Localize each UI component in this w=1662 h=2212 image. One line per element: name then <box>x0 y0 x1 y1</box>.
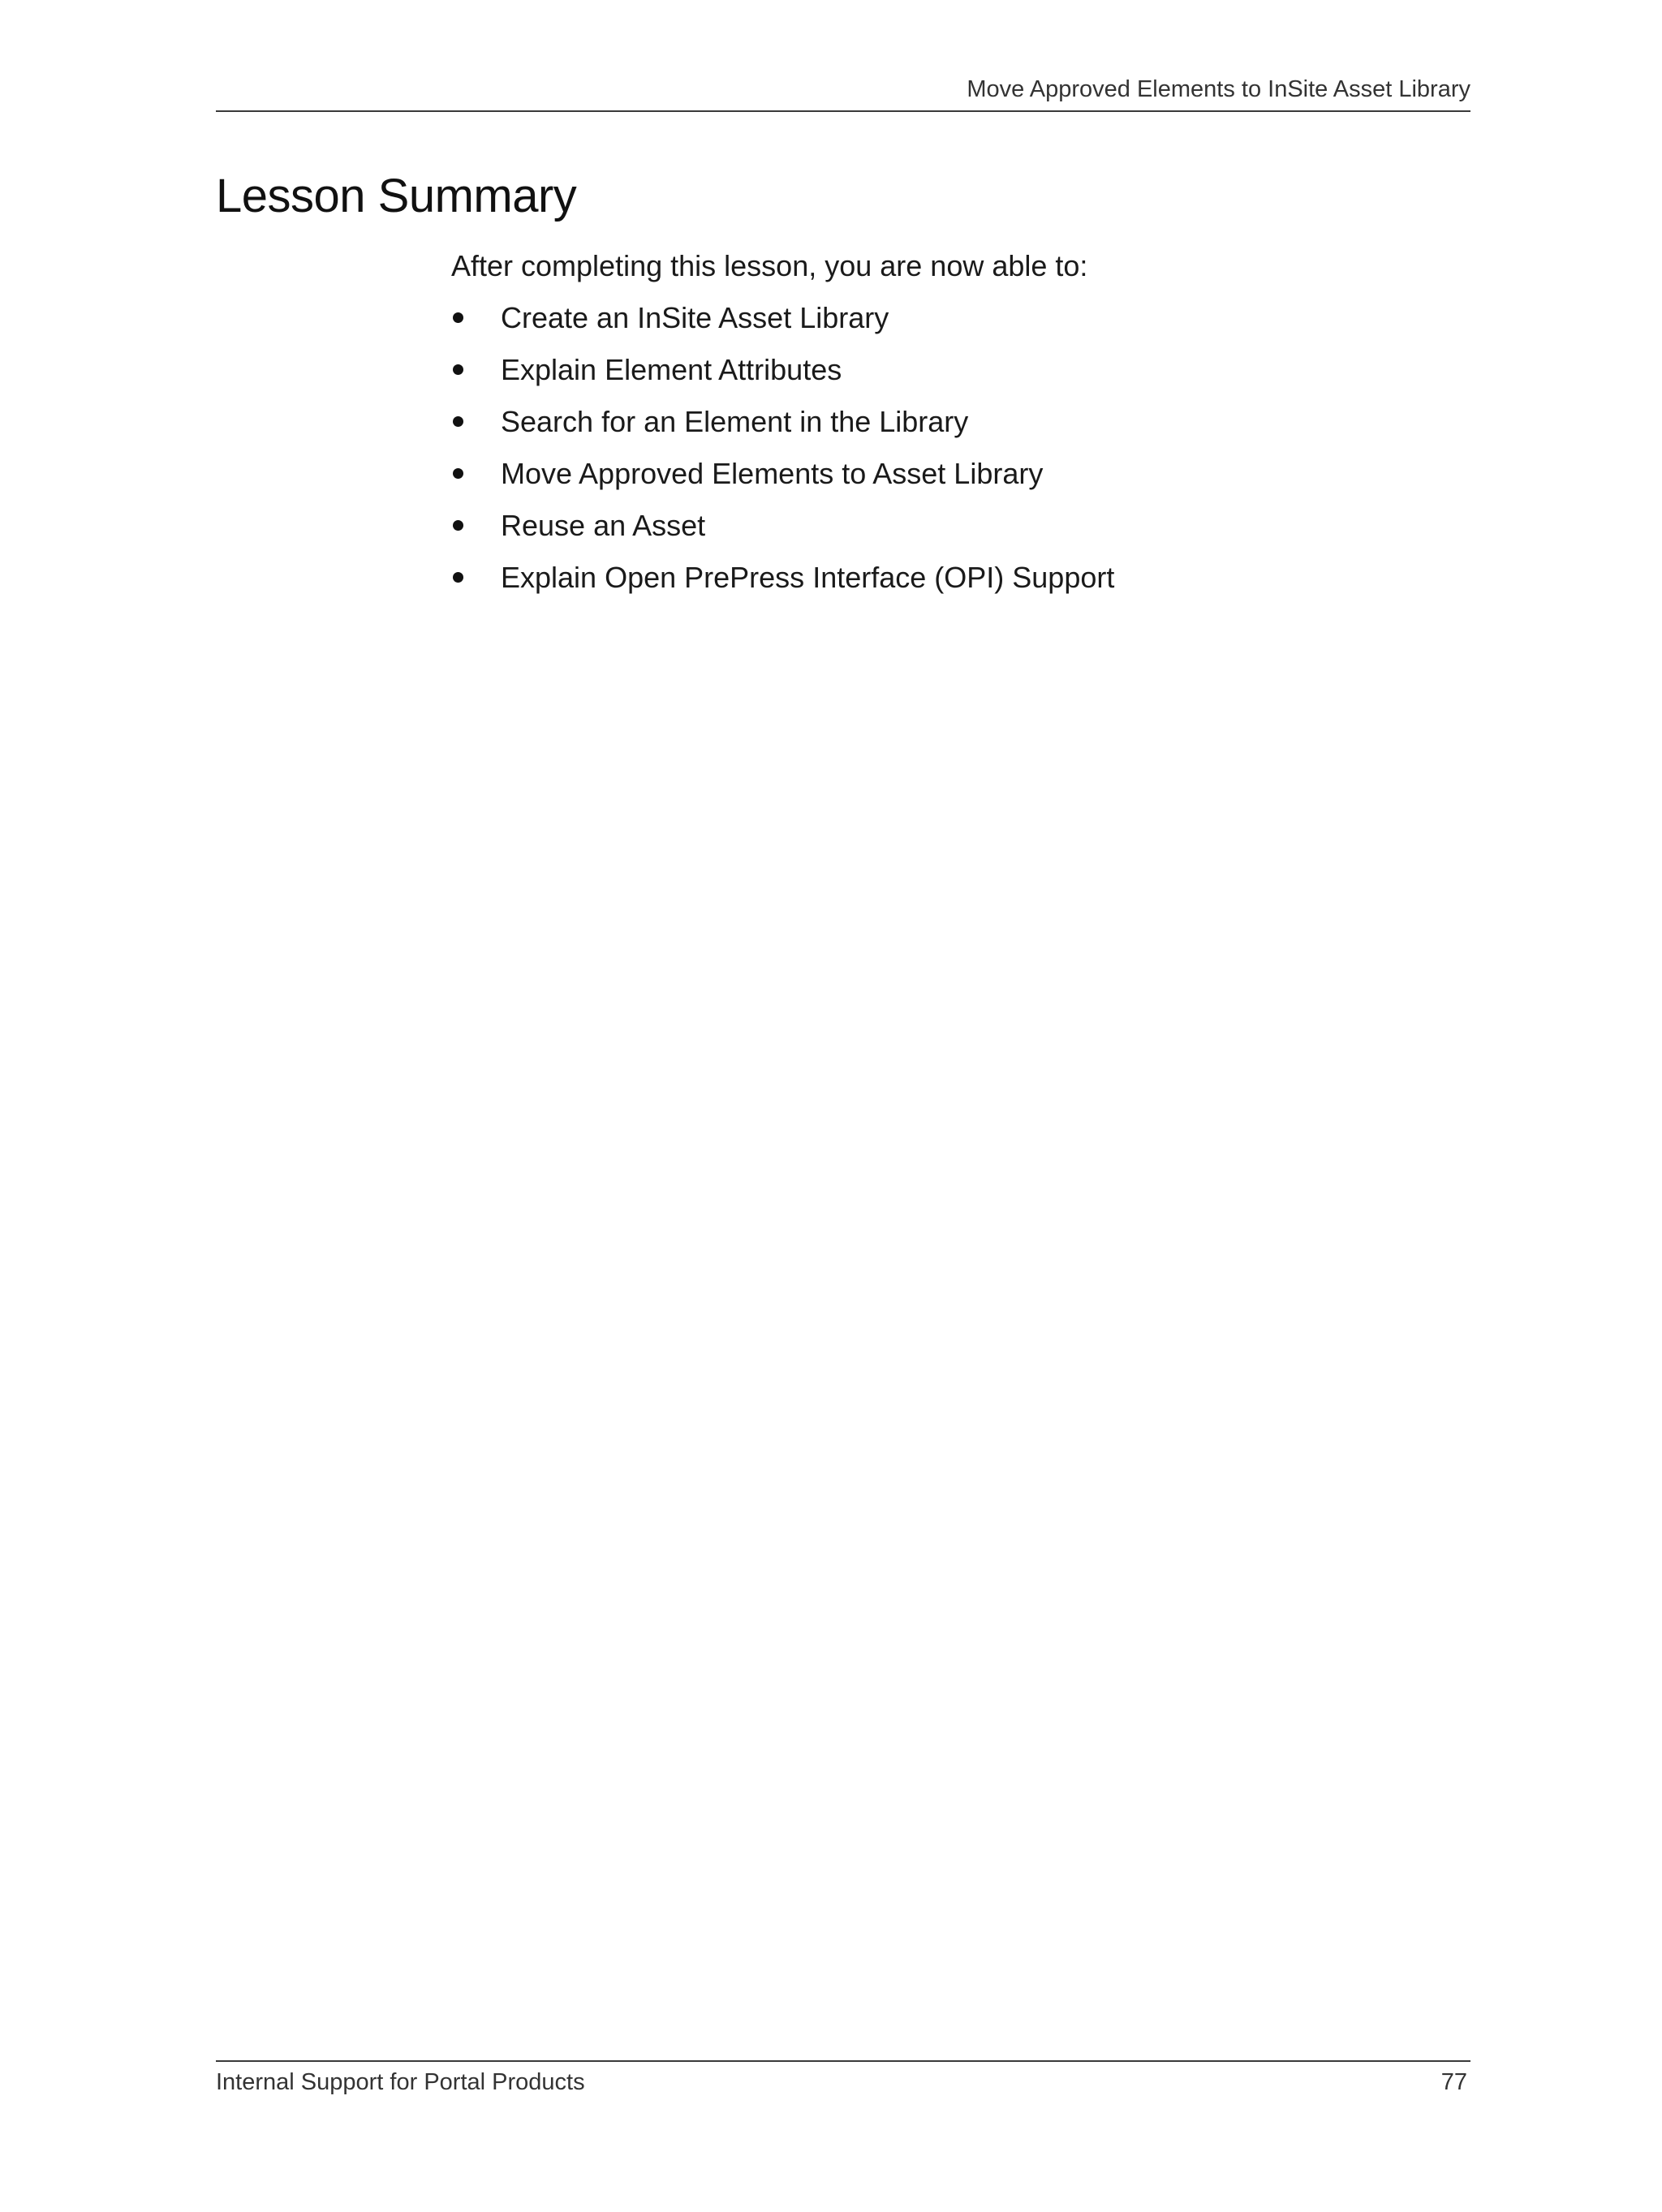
bullet-icon <box>453 416 463 427</box>
list-item <box>451 557 1425 599</box>
list-item <box>451 505 1425 547</box>
footer-document-title: Internal Support for Portal Products <box>216 2069 585 2095</box>
bullet-icon <box>453 312 463 323</box>
header-divider <box>216 110 1470 112</box>
page-number: 77 <box>1440 2069 1467 2095</box>
list-item <box>451 349 1425 391</box>
bullet-icon <box>453 572 463 583</box>
bullet-icon <box>453 520 463 531</box>
list-item <box>451 401 1425 443</box>
summary-intro: After completing this lesson, you are now able to: <box>451 249 1088 282</box>
bullet-icon <box>453 364 463 375</box>
list-item <box>451 297 1425 339</box>
list-item <box>451 453 1425 495</box>
footer-divider <box>216 2060 1470 2062</box>
bullet-icon <box>453 468 463 479</box>
list-item-text: Explain Open PrePress Interface (OPI) Support <box>501 561 1115 594</box>
list-item-text: Reuse an Asset <box>501 509 706 542</box>
outcomes-list <box>451 297 1425 599</box>
running-header: Move Approved Elements to InSite Asset Library <box>967 76 1470 102</box>
list-item-text: Search for an Element in the Library <box>501 405 969 438</box>
list-item-text: Explain Element Attributes <box>501 353 842 386</box>
page-title: Lesson Summary <box>216 170 577 222</box>
list-item-text: Move Approved Elements to Asset Library <box>501 457 1044 490</box>
lesson-summary-content <box>451 245 1425 609</box>
list-item-text: Create an InSite Asset Library <box>501 301 889 334</box>
